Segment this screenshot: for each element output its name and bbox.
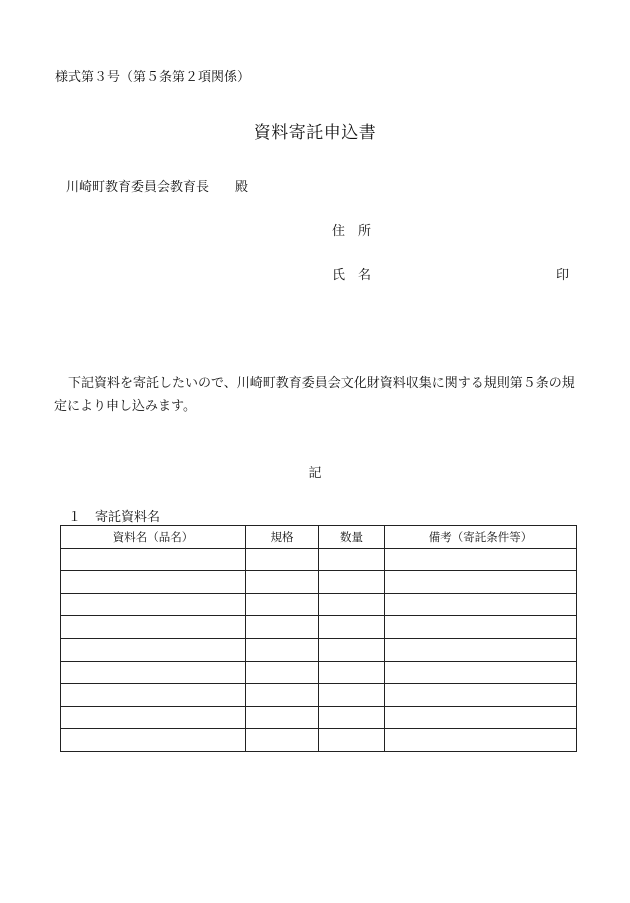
addressee-name: 川崎町教育委員会教育長	[66, 180, 210, 195]
name-label: 氏 名	[332, 268, 372, 283]
table-cell[interactable]	[61, 661, 246, 684]
table-cell[interactable]	[385, 616, 577, 639]
table-cell[interactable]	[319, 729, 385, 752]
table-cell[interactable]	[246, 571, 319, 594]
header-spec: 規格	[246, 526, 319, 549]
table-cell[interactable]	[61, 593, 246, 616]
table-row	[61, 571, 577, 594]
table-cell[interactable]	[61, 616, 246, 639]
addressee-honorific: 殿	[235, 180, 249, 195]
header-remarks: 備考（寄託条件等）	[385, 526, 577, 549]
table-cell[interactable]	[319, 638, 385, 661]
table-cell[interactable]	[319, 661, 385, 684]
table-cell[interactable]	[385, 706, 577, 729]
table-cell[interactable]	[246, 616, 319, 639]
table-row	[61, 684, 577, 707]
table-cell[interactable]	[385, 684, 577, 707]
table-row	[61, 548, 577, 571]
table-cell[interactable]	[246, 706, 319, 729]
table-cell[interactable]	[246, 548, 319, 571]
address-label: 住 所	[332, 224, 372, 239]
header-quantity: 数量	[319, 526, 385, 549]
table-cell[interactable]	[61, 706, 246, 729]
table-cell[interactable]	[61, 684, 246, 707]
form-number: 様式第３号（第５条第２項関係）	[55, 70, 251, 85]
body-text: 下記資料を寄託したいので、川崎町教育委員会文化財資料収集に関する規則第５条の規定により申し込みます。	[54, 376, 575, 414]
table-cell[interactable]	[246, 684, 319, 707]
table-cell[interactable]	[385, 571, 577, 594]
table-cell[interactable]	[319, 684, 385, 707]
table-cell[interactable]	[61, 638, 246, 661]
table-row	[61, 661, 577, 684]
header-item-name: 資料名（品名）	[61, 526, 246, 549]
table-cell[interactable]	[385, 548, 577, 571]
table-cell[interactable]	[385, 729, 577, 752]
table-cell[interactable]	[385, 638, 577, 661]
table-cell[interactable]	[319, 571, 385, 594]
section-label: 寄託資料名	[95, 510, 161, 525]
table-cell[interactable]	[246, 661, 319, 684]
addressee	[66, 176, 248, 195]
items-table	[60, 525, 577, 752]
table-header-row	[61, 526, 577, 549]
ki-heading: 記	[308, 466, 322, 481]
table-body	[61, 548, 577, 751]
table-cell[interactable]	[246, 638, 319, 661]
section-heading	[68, 506, 160, 525]
table-cell[interactable]	[385, 661, 577, 684]
table-row	[61, 616, 577, 639]
table-cell[interactable]	[319, 616, 385, 639]
table-cell[interactable]	[246, 729, 319, 752]
table-cell[interactable]	[61, 571, 246, 594]
table-row	[61, 593, 577, 616]
table-row	[61, 706, 577, 729]
page-title: 資料寄託申込書	[253, 123, 377, 143]
table-row	[61, 638, 577, 661]
table-cell[interactable]	[246, 593, 319, 616]
section-number: １	[68, 510, 82, 525]
table-cell[interactable]	[319, 706, 385, 729]
table-cell[interactable]	[319, 593, 385, 616]
seal-mark: 印	[556, 268, 570, 283]
table-cell[interactable]	[385, 593, 577, 616]
table-row	[61, 729, 577, 752]
table-cell[interactable]	[61, 729, 246, 752]
table-cell[interactable]	[319, 548, 385, 571]
table-cell[interactable]	[61, 548, 246, 571]
